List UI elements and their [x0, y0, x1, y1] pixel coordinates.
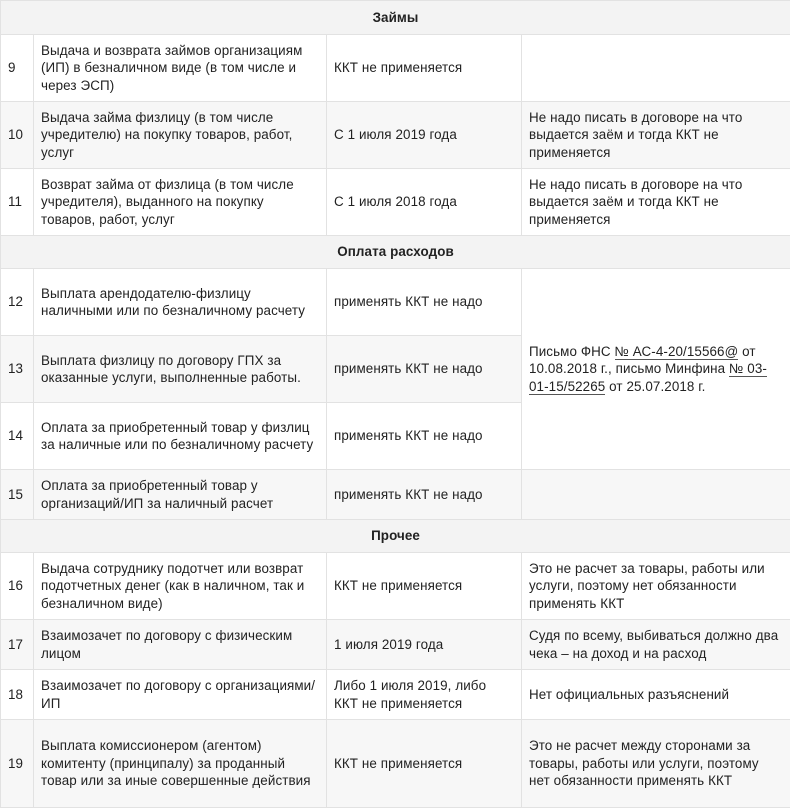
- table-row: [1, 553, 790, 620]
- note-cell: Не надо писать в договоре на что выдается заём и тогда ККТ не применяется: [522, 102, 790, 169]
- section-row-loans: [1, 1, 790, 35]
- section-row-other: [1, 520, 790, 553]
- note-cell-letters: [522, 269, 790, 470]
- row-number: 16: [1, 553, 34, 620]
- table-row: [1, 470, 790, 520]
- section-row-expenses: [1, 236, 790, 269]
- operation-cell: Выплата физлицу по договору ГПХ за оказанные услуги, выполненные работы.: [34, 336, 327, 403]
- table-row: [1, 102, 790, 169]
- kkt-cell: 1 июля 2019 года: [327, 620, 522, 670]
- operation-cell: Оплата за приобретенный товар у физлиц за наличные или по безналичному расчету: [34, 403, 327, 470]
- kkt-cell: применять ККТ не надо: [327, 269, 522, 336]
- letter-text: от 10.08.2018 г., письмо Минфина: [529, 343, 756, 377]
- section-title: Займы: [1, 1, 790, 35]
- operation-cell: Выдача займа физлицу (в том числе учредителю) на покупку товаров, работ, услуг: [34, 102, 327, 169]
- letter-link-fns[interactable]: № АС-4-20/15566@: [614, 343, 739, 359]
- kkt-cell: С 1 июля 2018 года: [327, 169, 522, 236]
- operation-cell: Возврат займа от физлица (в том числе учредителя), выданного на покупку товаров, работ, услуг: [34, 169, 327, 236]
- kkt-cell: ККТ не применяется: [327, 35, 522, 102]
- kkt-cell: ККТ не применяется: [327, 720, 522, 808]
- note-cell: Не надо писать в договоре на что выдается заём и тогда ККТ не применяется: [522, 169, 790, 236]
- row-number: 13: [1, 336, 34, 403]
- table-row: [1, 620, 790, 670]
- row-number: 19: [1, 720, 34, 808]
- kkt-cell: Либо 1 июля 2019, либо ККТ не применяется: [327, 670, 522, 720]
- operation-cell: Взаимозачет по договору с физическим лицом: [34, 620, 327, 670]
- table-row: [1, 35, 790, 102]
- table-row: [1, 169, 790, 236]
- operation-cell: Выдача и возврата займов организациям (ИП) в безналичном виде (в том числе и через ЭСП): [34, 35, 327, 102]
- row-number: 15: [1, 470, 34, 520]
- kkt-cell: С 1 июля 2019 года: [327, 102, 522, 169]
- table-row: [1, 720, 790, 808]
- kkt-cell: применять ККТ не надо: [327, 470, 522, 520]
- letter-text: от 25.07.2018 г.: [605, 378, 706, 394]
- kkt-cell: применять ККТ не надо: [327, 336, 522, 403]
- operation-cell: Взаимозачет по договору с организациями/ИП: [34, 670, 327, 720]
- note-cell: [522, 470, 790, 520]
- operation-cell: Выплата комиссионером (агентом) комитенту (принципалу) за проданный товар или за иные совершенные действия: [34, 720, 327, 808]
- note-cell: Это не расчет за товары, работы или услуги, поэтому нет обязанности применять ККТ: [522, 553, 790, 620]
- row-number: 17: [1, 620, 34, 670]
- operation-cell: Выдача сотруднику подотчет или возврат подотчетных денег (как в наличном, так и безналичном виде): [34, 553, 327, 620]
- row-number: 14: [1, 403, 34, 470]
- section-title: Оплата расходов: [1, 236, 790, 269]
- operation-cell: Выплата арендодателю-физлицу наличными или по безналичному расчету: [34, 269, 327, 336]
- row-number: 11: [1, 169, 34, 236]
- row-number: 18: [1, 670, 34, 720]
- table-row: [1, 269, 790, 336]
- row-number: 10: [1, 102, 34, 169]
- letter-text: Письмо ФНС: [529, 343, 615, 359]
- letter-link-minfin[interactable]: № 03-01-15/52265: [529, 361, 767, 394]
- section-title: Прочее: [1, 520, 790, 553]
- note-cell: Это не расчет между сторонами за товары, работы или услуги, поэтому нет обязанности применять ККТ: [522, 720, 790, 808]
- row-number: 9: [1, 35, 34, 102]
- kkt-cell: применять ККТ не надо: [327, 403, 522, 470]
- operation-cell: Оплата за приобретенный товар у организаций/ИП за наличный расчет: [34, 470, 327, 520]
- note-cell: Судя по всему, выбиваться должно два чека – на доход и на расход: [522, 620, 790, 670]
- note-cell: [522, 35, 790, 102]
- kkt-cell: ККТ не применяется: [327, 553, 522, 620]
- table-row: [1, 670, 790, 720]
- row-number: 12: [1, 269, 34, 336]
- note-cell: Нет официальных разъяснений: [522, 670, 790, 720]
